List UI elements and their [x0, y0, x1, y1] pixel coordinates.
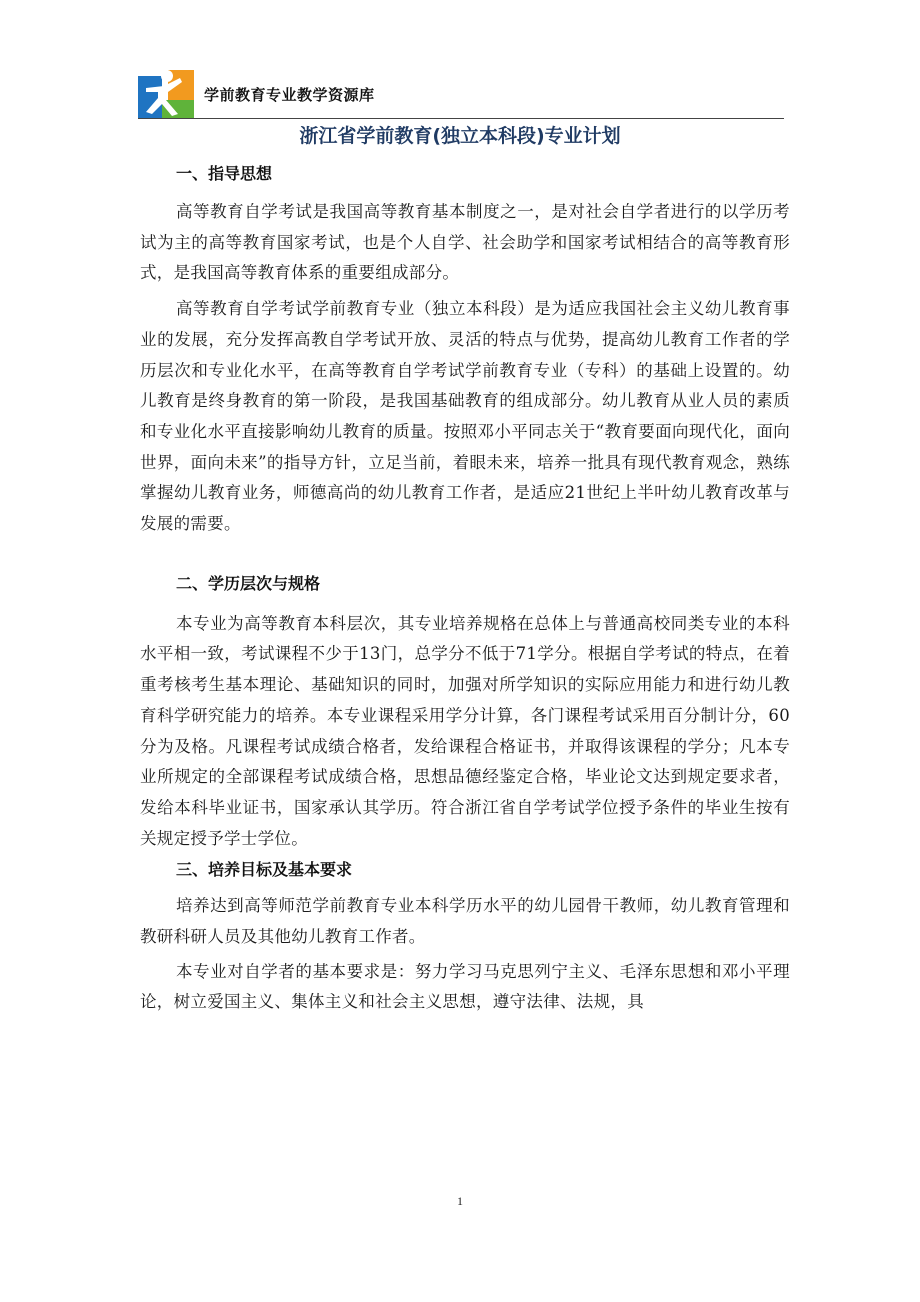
paragraph: 高等教育自学考试学前教育专业（独立本科段）是为适应我国社会主义幼儿教育事业的发展，充分发挥高教自学考试开放、灵活的特点与优势，提高幼儿教育工作者的学历层次和专业化水平，在高等教育自学考试学前教育专业（专科）的基础上设置的。幼儿教育是终身教育的第一阶段，是我国基础教育的组成部分。幼儿教育从业人员的素质和专业化水平直接影响幼儿教育的质量。按照邓小平同志关于“教育要面向现代化，面向世界，面向未来”的指导方针，立足当前，着眼未来，培养一批具有现代教育观念，熟练掌握幼儿教育业务，师德高尚的幼儿教育工作者，是适应21世纪上半叶幼儿教育改革与发展的需要。 [140, 299, 790, 534]
page-header [138, 62, 784, 118]
section-heading-1: 一、指导思想 [176, 164, 273, 183]
paragraph: 本专业对自学者的基本要求是：努力学习马克思列宁主义、毛泽东思想和邓小平理论，树立爱国主义、集体主义和社会主义思想，遵守法律、法规，具 [140, 961, 790, 1012]
header-title: 学前教育专业教学资源库 [204, 86, 375, 104]
header-divider [138, 118, 784, 119]
document-body [140, 162, 790, 1018]
paragraph: 培养达到高等师范学前教育专业本科学历水平的幼儿园骨干教师，幼儿教育管理和教研科研人员及其他幼儿教育工作者。 [140, 896, 790, 947]
paragraph: 高等教育自学考试是我国高等教育基本制度之一，是对社会自学者进行的以学历考试为主的高等教育国家考试，也是个人自学、社会助学和国家考试相结合的高等教育形式，是我国高等教育体系的重要组成部分。 [140, 202, 790, 283]
paragraph: 本专业为高等教育本科层次，其专业培养规格在总体上与普通高校同类专业的本科水平相一致，考试课程不少于13门，总学分不低于71学分。根据自学考试的特点，在着重考核考生基本理论、基础知识的同时，加强对所学知识的实际应用能力和进行幼儿教育科学研究能力的培养。本专业课程采用学分计算，各门课程考试采用百分制计分，60分为及格。凡课程考试成绩合格者，发给课程合格证书，并取得该课程的学分；凡本专业所规定的全部课程考试成绩合格，思想品德经鉴定合格，毕业论文达到规定要求者，发给本科毕业证书，国家承认其学历。符合浙江省自学考试学位授予条件的毕业生按有关规定授予学士学位。 [140, 613, 790, 848]
page-number: 1 [457, 1194, 463, 1208]
section-heading-3: 三、培养目标及基本要求 [176, 860, 353, 880]
section-heading-2: 二、学历层次与规格 [176, 573, 321, 593]
logo-icon [138, 66, 198, 118]
document-title: 浙江省学前教育(独立本科段)专业计划 [299, 125, 621, 147]
